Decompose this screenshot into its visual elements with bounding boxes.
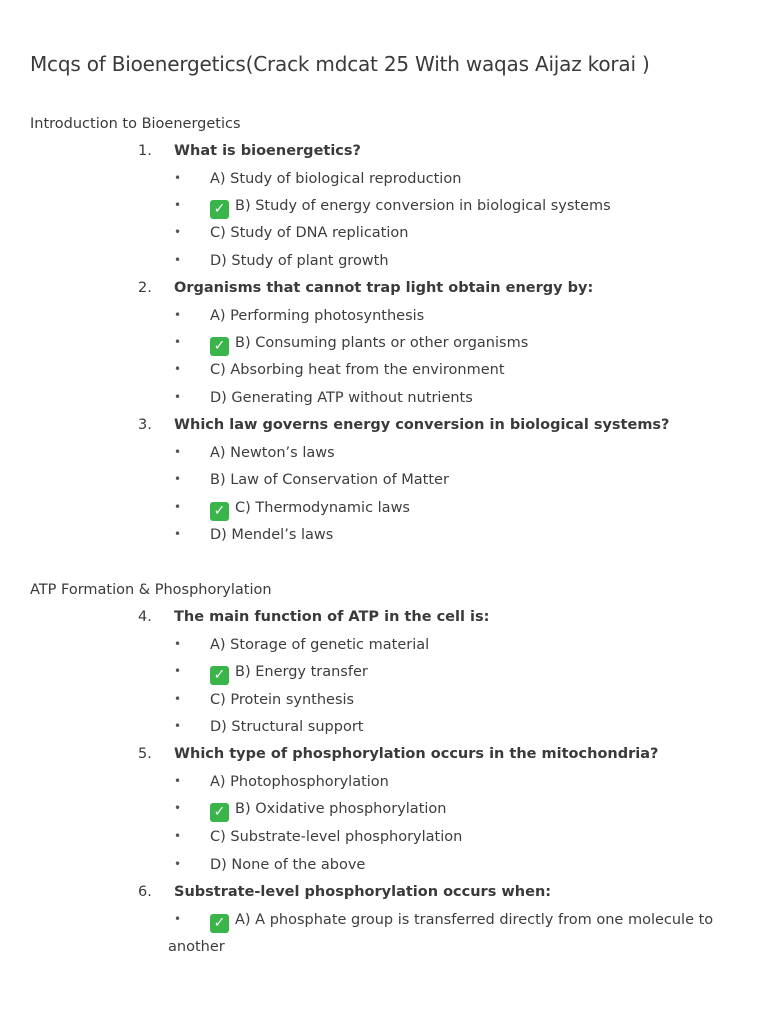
option-item [0,829,768,853]
bullet-icon: • [174,857,182,871]
option-item-correct [0,335,768,359]
option-text: B) Study of energy conversion in biological systems [235,198,611,214]
option-text: D) Mendel’s laws [210,527,334,543]
section-heading: Introduction to Bioenergetics [30,116,241,132]
option-text: A) Performing photosynthesis [210,308,425,324]
bullet-icon: • [174,527,182,541]
check-mark-icon: ✓ [210,200,229,219]
bullet-icon: • [174,774,182,788]
question-item [0,280,768,304]
question-text: Organisms that cannot trap light obtain energy by: [174,280,594,296]
bullet-icon: • [174,500,182,514]
option-item [0,390,768,414]
option-text: B) Oxidative phosphorylation [235,801,447,817]
option-item-correct [0,801,768,825]
check-mark-icon: ✓ [210,502,229,521]
question-item [0,417,768,441]
option-text: A) Study of biological reproduction [210,171,462,187]
option-text: B) Consuming plants or other organisms [235,335,529,351]
question-number: 6. [138,884,152,900]
option-item [0,692,768,716]
option-text: A) Photophosphorylation [210,774,389,790]
option-text: C) Substrate-level phosphorylation [210,829,463,845]
option-item-correct [0,664,768,688]
document-title: Mcqs of Bioenergetics(Crack mdcat 25 With waqas Aijaz korai ) [30,52,650,76]
option-text: B) Law of Conservation of Matter [210,472,449,488]
question-text: The main function of ATP in the cell is: [174,609,490,625]
question-number: 5. [138,746,152,762]
option-item [0,774,768,798]
question-item [0,884,768,908]
option-text: D) Study of plant growth [210,253,389,269]
bullet-icon: • [174,719,182,733]
bullet-icon: • [174,445,182,459]
option-text: B) Energy transfer [235,664,368,680]
question-item [0,143,768,167]
bullet-icon: • [174,362,182,376]
option-text: C) Study of DNA replication [210,225,409,241]
option-text: C) Thermodynamic laws [235,500,410,516]
option-item [0,527,768,551]
question-number: 1. [138,143,152,159]
question-item [0,609,768,633]
section-heading: ATP Formation & Phosphorylation [30,582,272,598]
option-item [0,719,768,743]
question-number: 2. [138,280,152,296]
option-item [0,362,768,386]
option-text: A) Newton’s laws [210,445,335,461]
question-text: Which type of phosphorylation occurs in the mitochondria? [174,746,659,762]
option-item [0,637,768,661]
option-item-correct [0,198,768,222]
bullet-icon: • [174,308,182,322]
option-text: D) None of the above [210,857,366,873]
bullet-icon: • [174,253,182,267]
question-number: 3. [138,417,152,433]
question-number: 4. [138,609,152,625]
bullet-icon: • [174,171,182,185]
option-text: C) Absorbing heat from the environment [210,362,505,378]
option-item [0,253,768,277]
option-item [0,857,768,881]
question-item [0,746,768,770]
bullet-icon: • [174,664,182,678]
check-mark-icon: ✓ [210,337,229,356]
bullet-icon: • [174,829,182,843]
option-text: D) Generating ATP without nutrients [210,390,473,406]
check-mark-icon: ✓ [210,914,229,933]
question-text: Substrate-level phosphorylation occurs when: [174,884,552,900]
option-text-continuation: another [168,939,225,955]
bullet-icon: • [174,637,182,651]
check-mark-icon: ✓ [210,803,229,822]
question-text: Which law governs energy conversion in biological systems? [174,417,670,433]
option-item [0,171,768,195]
check-mark-icon: ✓ [210,666,229,685]
bullet-icon: • [174,198,182,212]
bullet-icon: • [174,912,182,926]
option-text: A) A phosphate group is transferred directly from one molecule to [235,912,714,928]
bullet-icon: • [174,692,182,706]
bullet-icon: • [174,335,182,349]
bullet-icon: • [174,390,182,404]
option-text: C) Protein synthesis [210,692,355,708]
option-item [0,225,768,249]
option-item [0,445,768,469]
option-text: D) Structural support [210,719,364,735]
question-text: What is bioenergetics? [174,143,361,159]
bullet-icon: • [174,801,182,815]
option-item [0,472,768,496]
option-text: A) Storage of genetic material [210,637,430,653]
bullet-icon: • [174,472,182,486]
option-item-correct [0,500,768,524]
option-item-correct [0,912,768,936]
bullet-icon: • [174,225,182,239]
option-item [0,308,768,332]
